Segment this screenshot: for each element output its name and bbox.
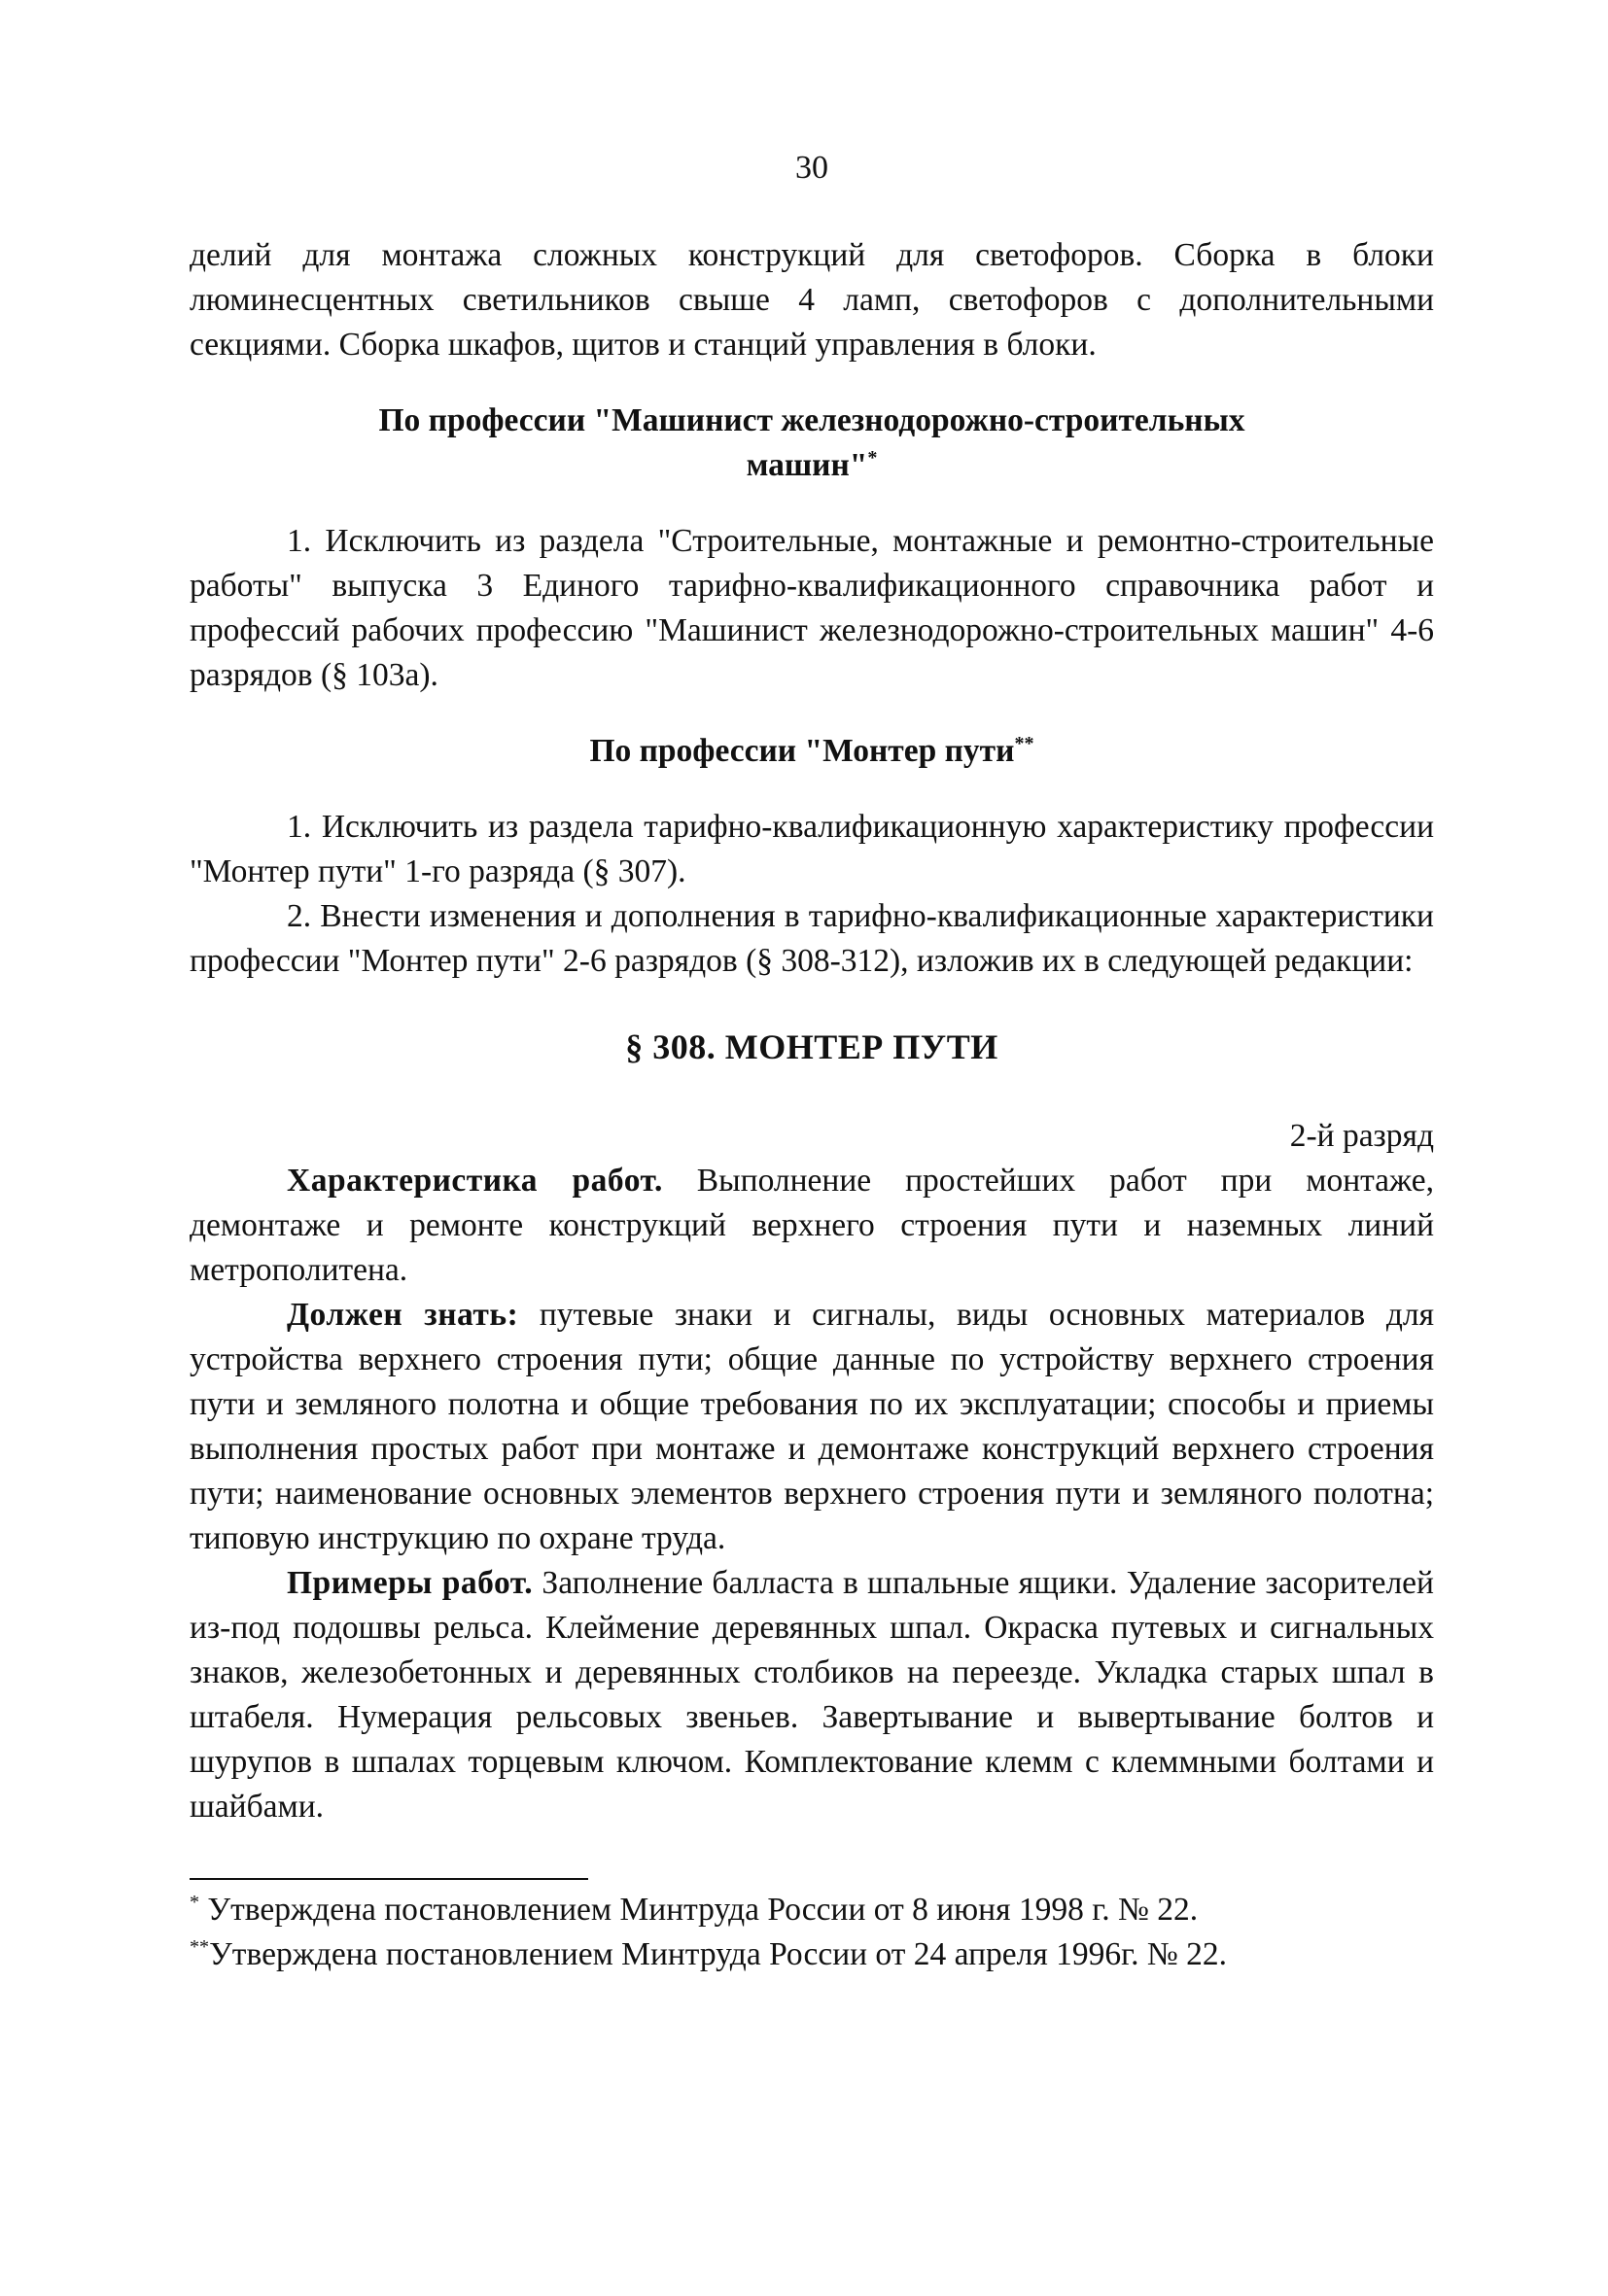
rank-label: 2-й разряд bbox=[1289, 1118, 1434, 1154]
page-number: 30 bbox=[795, 150, 828, 186]
section-title: § 308. МОНТЕР ПУТИ bbox=[625, 1027, 998, 1066]
footnote-1-text: Утверждена постановлением Минтруда России от 8 июня 1998 г. № 22. bbox=[199, 1892, 1199, 1928]
paragraph-amend-ranks: 2. Внести изменения и дополнения в тарифно-квалификационные характеристики профессии "Монтер пути" 2-6 разрядов (§ 308-312), изложив их в следующей редакции: bbox=[190, 898, 1434, 979]
footnote-ref-2: ** bbox=[1014, 732, 1034, 754]
footnote-divider bbox=[190, 1878, 588, 1880]
work-examples-label: Примеры работ. bbox=[287, 1565, 534, 1601]
heading-track-fitter bbox=[190, 729, 1434, 774]
paragraph-must-know bbox=[190, 1293, 1434, 1561]
must-know-text: путевые знаки и сигналы, виды основных материалов для устройства верхнего строения пути; общие данные по устройству верхнего строения пути и земляного полотна и общие требования по их эксплуатации; способы и приемы выполнения простых работ при монтаже и демонтаже конструкций верхнего строения пути; наименование основных элементов верхнего строения пути и земляного полотна; типовую инструкцию по охране труда. bbox=[190, 1297, 1434, 1556]
paragraph-work-examples bbox=[190, 1561, 1434, 1829]
paragraph-work-characteristic bbox=[190, 1159, 1434, 1293]
must-know-label: Должен знать: bbox=[287, 1297, 519, 1333]
work-characteristic-label: Характеристика работ. bbox=[287, 1163, 663, 1199]
heading-machinist-line1: По профессии "Машинист железнодорожно-строительных bbox=[378, 402, 1245, 438]
footnote-2-mark: ** bbox=[190, 1935, 210, 1958]
paragraph-exclude-rank1: 1. Исключить из раздела тарифно-квалификационную характеристику профессии "Монтер пути" 1-го разряда (§ 307). bbox=[190, 809, 1434, 889]
document-page bbox=[190, 146, 1434, 1977]
heading-machinist-line2-text: машин" bbox=[746, 447, 868, 483]
footnote-2 bbox=[190, 1932, 1434, 1977]
paragraph-exclude-machinist: 1. Исключить из раздела "Строительные, монтажные и ремонтно-строительные работы" выпуска 3 Единого тарифно-квалификационного справочника работ и профессий рабочих профессию "Машинист железнодорожно-строительных машин" 4-6 разрядов (§ 103а). bbox=[190, 523, 1434, 693]
footnote-ref-1: * bbox=[867, 446, 878, 469]
footnote-1 bbox=[190, 1888, 1434, 1932]
heading-track-fitter-text: По профессии "Монтер пути bbox=[589, 733, 1015, 769]
work-examples-text: Заполнение балласта в шпальные ящики. Удаление засорителей из-под подошвы рельса. Клеймение деревянных шпал. Окраска путевых и сигнальных знаков, железобетонных и деревянных столбиков на переезде. Укладка старых шпал в штабеля. Нумерация рельсовых звеньев. Завертывание и вывертывание болтов и шурупов в шпалах торцевым ключом. Комплектование клемм с клеммными болтами и шайбами. bbox=[190, 1565, 1434, 1825]
work-characteristic-text: Выполнение простейших работ при монтаже, демонтаже и ремонте конструкций верхнего строения пути и наземных линий метрополитена. bbox=[190, 1163, 1435, 1288]
intro-paragraph: делий для монтажа сложных конструкций для светофоров. Сборка в блоки люминесцентных светильников свыше 4 ламп, светофоров с дополнительными секциями. Сборка шкафов, щитов и станций управления в блоки. bbox=[190, 237, 1434, 363]
heading-machinist-line2 bbox=[190, 443, 1434, 488]
heading-machinist bbox=[190, 399, 1434, 488]
footnote-1-mark: * bbox=[190, 1891, 200, 1913]
footnote-2-text: Утверждена постановлением Минтруда России от 24 апреля 1996г. № 22. bbox=[209, 1936, 1228, 1972]
